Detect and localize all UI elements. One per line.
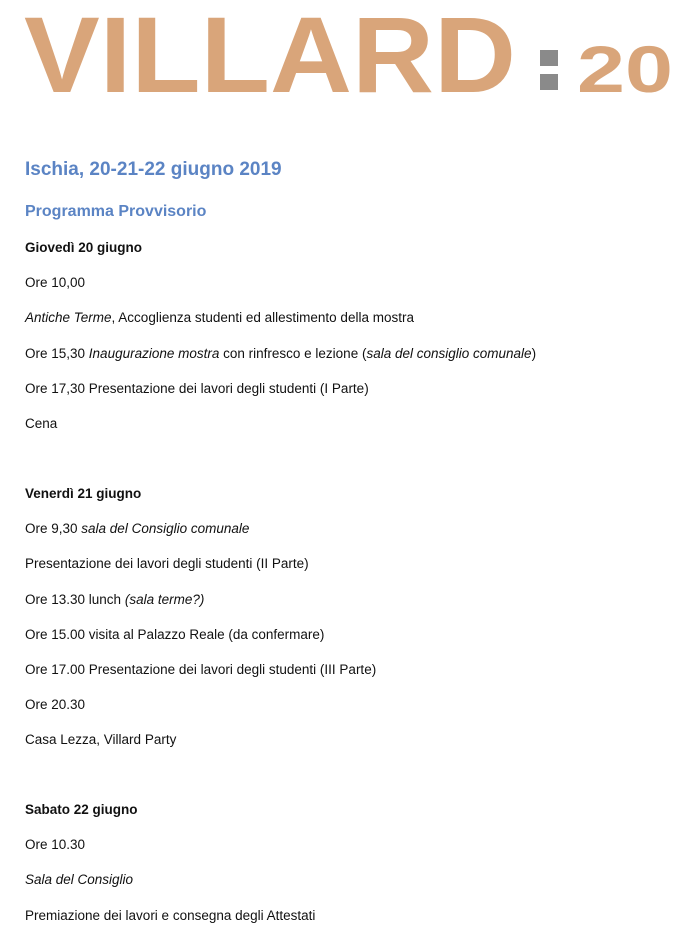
program-item-text: con rinfresco e lezione ( [219,346,367,361]
program-item [25,521,249,536]
program-item-text: Antiche Terme [25,310,112,325]
program-item-text: , Accoglienza studenti ed allestimento della mostra [111,310,414,325]
program-item-text: Ore 17,30 Presentazione dei lavori degli studenti (I Parte) [25,381,369,396]
program-item-text: Presentazione dei lavori degli studenti (II Parte) [25,556,309,571]
program-item-text: Ore 15,30 [25,346,89,361]
program-subtitle: Programma Provvisorio [25,203,207,220]
program-item-text: sala del Consiglio comunale [81,521,250,536]
program-item-text: Sala del Consiglio [25,872,134,887]
program-item-text: Inaugurazione mostra [88,346,220,361]
program-item [25,872,133,887]
program-item [25,381,369,396]
villard-logo [24,8,676,96]
day-heading: Venerdì 21 giugno [25,486,142,501]
program-item [25,310,414,325]
program-item-text: Ore 15.00 visita al Palazzo Reale (da confermare) [25,627,325,642]
logo-number: 20 [577,32,673,96]
program-item [25,556,309,571]
program-item [25,275,85,290]
program-item [25,908,315,923]
program-item [25,416,57,431]
program-item [25,837,85,852]
program-item-text: Ore 9,30 [25,521,82,536]
villard-logo-graphic [24,8,676,96]
logo-word: VILLARD [24,8,516,96]
program-item-text: (sala terme?) [124,592,205,607]
program-item [25,732,176,747]
program-item-text: sala del consiglio comunale [366,346,532,361]
program-item-text: Ore 10,00 [25,275,86,290]
day-heading: Giovedì 20 giugno [25,240,143,255]
program-item [25,627,324,642]
program-item [25,697,85,712]
program-item [25,346,536,361]
day-heading: Sabato 22 giugno [25,802,138,817]
logo-separator-bottom [540,74,558,90]
page-title: Ischia, 20-21-22 giugno 2019 [25,159,282,180]
program-item-text: ) [531,346,537,361]
program-item-text: Premiazione dei lavori e consegna degli Attestati [25,908,316,923]
program-item-text: Casa Lezza, Villard Party [25,732,177,747]
logo-separator-top [540,50,558,66]
program-item-text: Cena [25,416,58,431]
program-item-text: Ore 17.00 Presentazione dei lavori degli studenti (III Parte) [25,662,377,677]
program-item-text: Ore 20.30 [25,697,86,712]
program-item [25,592,204,607]
program-item-text: Ore 10.30 [25,837,86,852]
program-item [25,662,376,677]
program-item-text: Ore 13.30 lunch [25,592,125,607]
